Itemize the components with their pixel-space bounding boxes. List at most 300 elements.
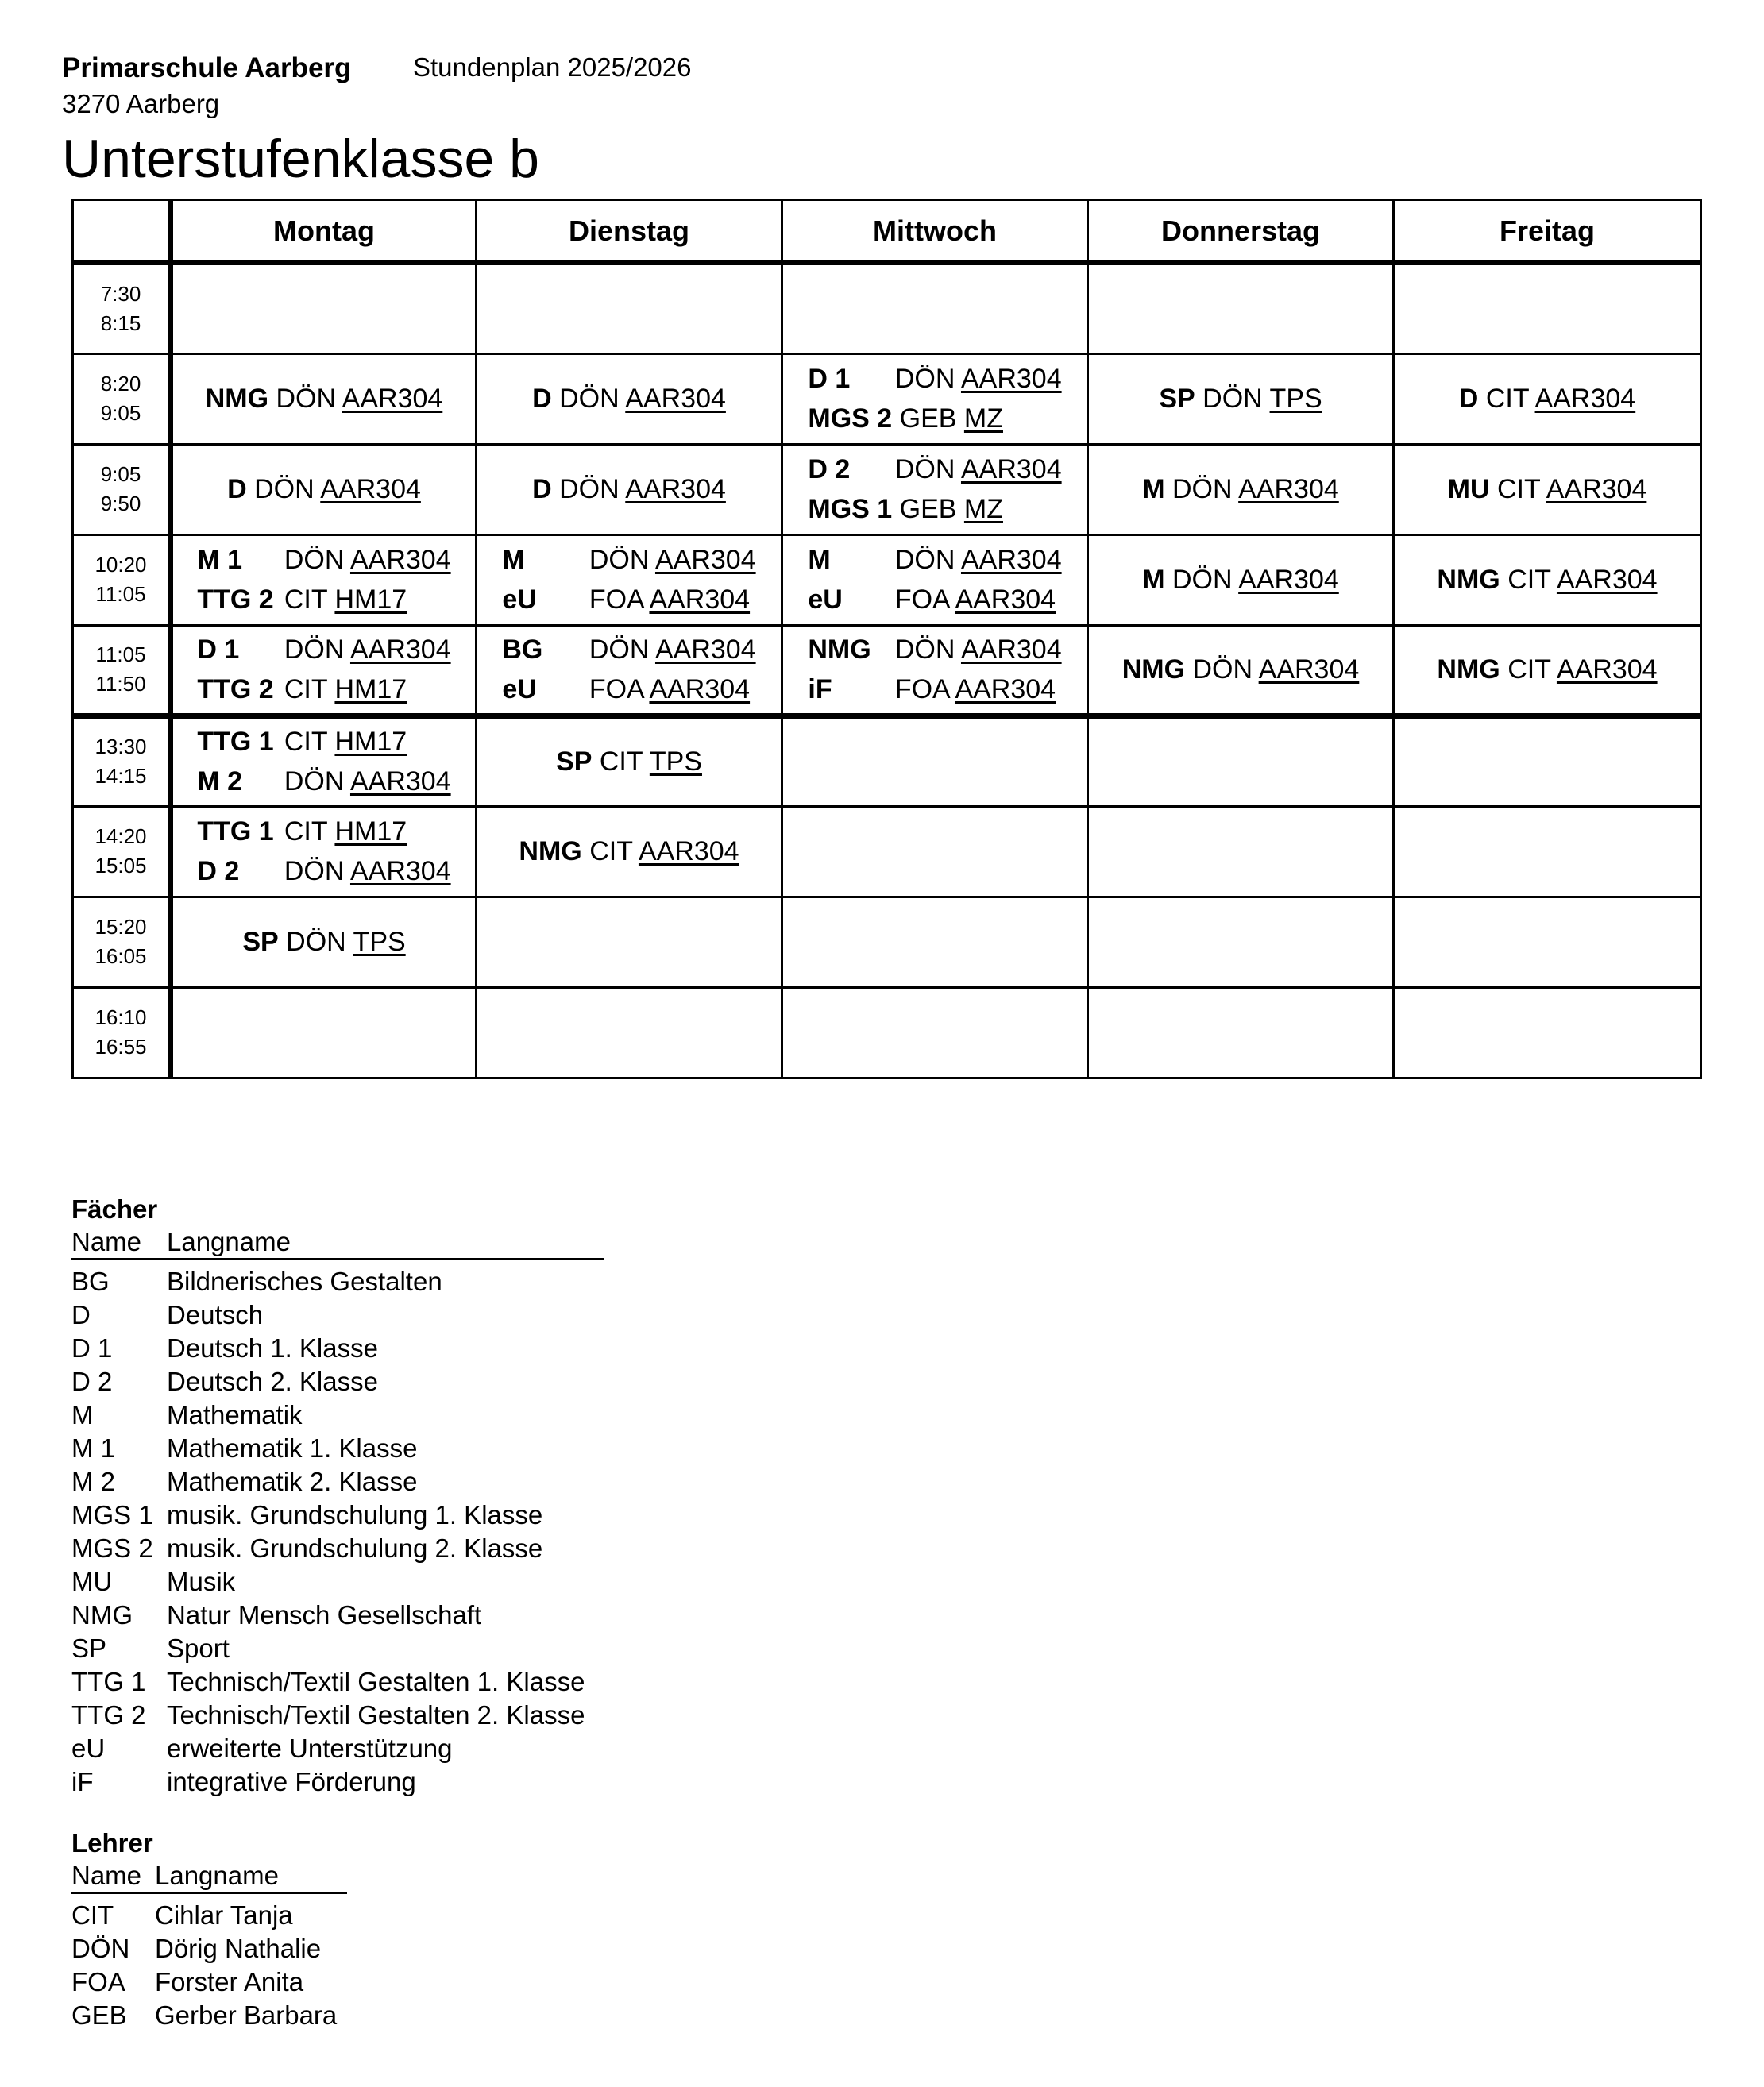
lesson-room: HM17 [334,674,407,704]
lesson-room: AAR304 [342,384,443,414]
legend-code: MU [71,1567,113,1596]
lesson-cell [782,897,1088,987]
lesson-cell [171,716,477,806]
legend-row [71,1532,604,1565]
time-end: 8:15 [100,311,141,335]
lesson-subject: D 2 [197,856,240,886]
time-start: 10:20 [95,553,147,577]
lesson-cell [171,263,477,353]
lesson-entry [1142,560,1339,600]
legend-longname: integrative Förderung [167,1767,416,1796]
time-cell [73,806,171,897]
lesson-room: AAR304 [654,545,756,575]
lesson-block [242,922,405,962]
lesson-teacher: CIT [284,584,327,615]
lesson-subject: NMG [519,836,582,866]
lesson-subject: SP [1159,384,1195,414]
lesson-entry [1159,379,1322,419]
lesson-subject: NMG [1437,654,1500,685]
lesson-block [1437,650,1657,689]
lesson-teacher: DÖN [1172,474,1233,504]
lesson-subject: SP [242,927,279,957]
lesson-entry [502,540,755,580]
lesson-room: MZ [963,403,1003,434]
teachers-legend-header [71,1860,347,1894]
lesson-room: AAR304 [955,584,1056,615]
time-cell [73,444,171,534]
lesson-block [1122,650,1360,689]
lesson-room: HM17 [334,584,407,615]
lesson-room: AAR304 [960,635,1062,665]
lesson-teacher: DÖN [559,384,620,414]
lesson-entry [197,762,450,801]
day-header: Freitag [1394,200,1701,264]
lesson-cell [477,625,782,716]
timetable-row [73,353,1701,444]
lesson-entry [1437,560,1657,600]
lesson-subject: eU [808,584,843,615]
legend-code: MGS 1 [71,1500,153,1530]
lesson-block [197,812,450,891]
lesson-teacher: DÖN [284,635,345,665]
lesson-teacher: DÖN [1192,654,1253,685]
lesson-cell [782,987,1088,1078]
lesson-teacher: DÖN [284,766,345,797]
lesson-subject: NMG [1437,565,1500,595]
lesson-cell [171,534,477,625]
lesson-room: AAR304 [955,674,1056,704]
lesson-teacher: DÖN [254,474,315,504]
legend-code: CIT [71,1900,114,1930]
lesson-room: AAR304 [1556,565,1658,595]
lesson-entry [197,540,450,580]
lesson-subject: M [1142,565,1165,595]
lesson-room: AAR304 [1534,384,1636,414]
lesson-subject: TTG 2 [197,584,274,615]
lesson-cell [782,444,1088,534]
lesson-cell [171,625,477,716]
lesson-block [808,359,1061,438]
lesson-entry [242,922,405,962]
lesson-cell [1088,353,1394,444]
lesson-block [1159,379,1322,419]
lesson-entry [197,851,450,891]
time-start: 14:20 [95,824,147,848]
timetable-body [73,263,1701,1078]
lesson-entry [502,580,755,619]
lesson-entry [502,669,755,709]
lesson-cell [1088,625,1394,716]
legend-longname: Mathematik 2. Klasse [167,1467,418,1496]
lesson-cell [782,806,1088,897]
lesson-entry [197,630,450,669]
timetable [71,199,1702,1079]
lesson-cell [782,263,1088,353]
lesson-teacher: CIT [589,836,633,866]
time-cell [73,263,171,353]
lesson-room: AAR304 [960,364,1062,394]
lesson-cell [1088,534,1394,625]
time-cell [73,716,171,806]
legend-code: TTG 2 [71,1700,146,1730]
legend-row [71,1899,347,1932]
legend-row [71,1265,604,1298]
timetable-row [73,716,1701,806]
lesson-room: AAR304 [1238,565,1339,595]
lesson-cell [171,444,477,534]
lesson-room: AAR304 [649,584,751,615]
lesson-subject: eU [502,674,537,704]
time-cell [73,353,171,444]
lesson-teacher: FOA [589,674,643,704]
subjects-legend [71,1193,604,1799]
time-cell [73,534,171,625]
lesson-cell [1394,987,1701,1078]
legend-row [71,1632,604,1665]
lesson-block [502,630,755,709]
lesson-subject: M 1 [197,545,243,575]
legend-row [71,1298,604,1332]
lesson-subject: TTG 1 [197,816,274,847]
lesson-teacher: FOA [894,674,949,704]
lesson-teacher: DÖN [284,856,345,886]
lesson-entry [227,469,421,509]
legend-longname: Forster Anita [155,1967,304,1996]
legend-row [71,1599,604,1632]
legend-longname: Mathematik [167,1400,303,1429]
lesson-room: AAR304 [1238,474,1339,504]
lesson-room: AAR304 [1556,654,1658,685]
time-end: 9:05 [100,401,141,425]
time-end: 16:55 [95,1035,147,1059]
legend-longname: Deutsch 2. Klasse [167,1367,378,1396]
lesson-teacher: DÖN [1202,384,1263,414]
lesson-block [1448,469,1647,509]
legend-longname: Bildnerisches Gestalten [167,1267,442,1296]
lesson-cell [477,444,782,534]
legend-code: MGS 2 [71,1533,153,1563]
legend-row [71,1699,604,1732]
lesson-entry [1459,379,1635,419]
lesson-block [1459,379,1635,419]
lesson-teacher: DÖN [589,635,650,665]
day-header: Montag [171,200,477,264]
lesson-block [808,630,1061,709]
lesson-block [502,540,755,619]
time-start: 8:20 [100,372,141,395]
legend-code: NMG [71,1600,133,1630]
lesson-subject: D [532,474,552,504]
lesson-entry [1142,469,1339,509]
lesson-entry [206,379,443,419]
lesson-subject: SP [556,746,593,777]
lesson-room: AAR304 [960,545,1062,575]
lesson-room: AAR304 [1546,474,1647,504]
lesson-block [227,469,421,509]
lesson-entry [197,722,450,762]
lesson-teacher: DÖN [286,927,346,957]
legend-row [71,1398,604,1432]
timetable-row [73,625,1701,716]
lesson-teacher: CIT [1496,474,1541,504]
lesson-teacher: CIT [1507,565,1551,595]
time-cell [73,897,171,987]
legend-code: D [71,1300,91,1329]
lesson-subject: D [1458,384,1479,414]
lesson-room: AAR304 [349,545,451,575]
lesson-entry [197,580,450,619]
lesson-entry [519,831,739,871]
legend-row [71,1965,347,1999]
lesson-room: AAR304 [625,384,726,414]
legend-longname: Musik [167,1567,236,1596]
lesson-block [808,540,1061,619]
legend-longname: Gerber Barbara [155,2000,338,2030]
lesson-cell [1394,534,1701,625]
time-cell [73,625,171,716]
timetable-row [73,444,1701,534]
lesson-block [206,379,443,419]
lesson-teacher: FOA [589,584,643,615]
lesson-cell [171,806,477,897]
time-start: 13:30 [95,735,147,758]
lesson-room: TPS [649,746,702,777]
lesson-room: AAR304 [649,674,751,704]
timetable-row [73,534,1701,625]
lesson-cell [1088,987,1394,1078]
time-start: 16:10 [95,1005,147,1029]
lesson-room: AAR304 [349,766,451,797]
lesson-teacher: DÖN [894,454,955,484]
lesson-entry [197,812,450,851]
lesson-room: AAR304 [625,474,726,504]
subjects-legend-title: Fächer [71,1194,158,1224]
legend-code: TTG 1 [71,1667,146,1696]
teachers-legend [71,1827,347,2032]
legend-code: M [71,1400,94,1429]
lesson-cell [477,716,782,806]
time-end: 11:05 [95,582,146,606]
legend-row [71,1432,604,1465]
lesson-entry [502,630,755,669]
lesson-subject: TTG 2 [197,674,274,704]
lesson-cell [477,897,782,987]
legend-code: eU [71,1734,106,1763]
plan-title: Stundenplan 2025/2026 [413,52,692,82]
lesson-block [197,630,450,709]
lesson-cell [1088,263,1394,353]
legend-longname: erweiterte Unterstützung [167,1734,453,1763]
lesson-subject: iF [808,674,832,704]
lesson-block [556,742,702,781]
lesson-subject: M 2 [197,766,243,797]
lesson-teacher: GEB [899,494,957,524]
lesson-cell [1088,806,1394,897]
legend-row [71,1565,604,1599]
lesson-teacher: CIT [1485,384,1529,414]
lesson-teacher: DÖN [894,364,955,394]
lesson-cell [1394,263,1701,353]
legend-row [71,1332,604,1365]
legend-longname: Technisch/Textil Gestalten 1. Klasse [167,1667,585,1696]
lesson-block [532,379,726,419]
legend-longname: Dörig Nathalie [155,1934,322,1963]
lesson-teacher: CIT [1507,654,1551,685]
lesson-cell [782,625,1088,716]
teachers-legend-title: Lehrer [71,1828,153,1857]
legend-longname: Deutsch [167,1300,264,1329]
time-cell [73,987,171,1078]
lesson-teacher: CIT [599,746,643,777]
lesson-teacher: DÖN [894,545,955,575]
lesson-room: AAR304 [1258,654,1360,685]
lesson-entry [808,449,1061,489]
lesson-subject: D 2 [808,454,851,484]
lesson-subject: D 1 [197,635,240,665]
lesson-cell [171,987,477,1078]
legend-code: FOA [71,1967,125,1996]
lesson-cell [1088,444,1394,534]
legend-col-name: Name [71,1227,142,1256]
lesson-entry [808,359,1061,399]
lesson-entry [808,540,1061,580]
lesson-subject: M [1142,474,1165,504]
lesson-entry [1437,650,1657,689]
legend-longname: Deutsch 1. Klasse [167,1333,378,1363]
lesson-entry [1122,650,1360,689]
legend-code: M 2 [71,1467,116,1496]
legend-col-name: Name [71,1861,142,1890]
time-end: 15:05 [95,854,147,878]
time-end: 14:15 [95,764,147,788]
time-end: 9:50 [100,492,141,515]
legend-longname: musik. Grundschulung 1. Klasse [167,1500,543,1530]
lesson-subject: NMG [205,384,269,414]
legend-longname: Technisch/Textil Gestalten 2. Klasse [167,1700,585,1730]
timetable-row [73,897,1701,987]
lesson-entry [808,399,1061,438]
lesson-entry [808,489,1061,529]
lesson-subject: TTG 1 [197,727,274,757]
class-title: Unterstufenklasse b [62,129,539,189]
lesson-room: AAR304 [349,635,451,665]
lesson-subject: D 1 [808,364,851,394]
lesson-teacher: CIT [284,816,327,847]
legend-row [71,1465,604,1499]
timetable-row [73,806,1701,897]
legend-longname: Sport [167,1634,230,1663]
legend-longname: Natur Mensch Gesellschaft [167,1600,482,1630]
legend-code: M 1 [71,1433,116,1463]
lesson-room: AAR304 [654,635,756,665]
lesson-room: MZ [963,494,1003,524]
legend-row [71,1665,604,1699]
lesson-cell [171,897,477,987]
lesson-room: AAR304 [960,454,1062,484]
legend-code: SP [71,1634,107,1663]
lesson-cell [1394,716,1701,806]
lesson-subject: MGS 1 [808,494,893,524]
lesson-teacher: DÖN [559,474,620,504]
school-place: 3270 Aarberg [62,89,220,118]
legend-row [71,1732,604,1765]
time-end: 11:50 [95,672,146,696]
lesson-subject: MU [1447,474,1490,504]
lesson-block [532,469,726,509]
lesson-subject: D [532,384,552,414]
lesson-cell [1394,806,1701,897]
lesson-teacher: DÖN [276,384,337,414]
legend-row [71,1499,604,1532]
lesson-block [808,449,1061,529]
time-start: 7:30 [100,281,141,306]
lesson-block [1142,469,1339,509]
lesson-cell [1394,625,1701,716]
school-name: Primarschule Aarberg [62,52,352,83]
time-start: 9:05 [100,462,141,486]
legend-code: D 2 [71,1367,113,1396]
time-header-cell [73,200,171,264]
legend-longname: Mathematik 1. Klasse [167,1433,418,1463]
subjects-legend-header [71,1226,604,1260]
lesson-cell [477,263,782,353]
lesson-entry [197,669,450,709]
lesson-subject: BG [502,635,543,665]
lesson-subject: M [808,545,831,575]
lesson-block [1437,560,1657,600]
legend-longname: Cihlar Tanja [155,1900,293,1930]
day-header: Donnerstag [1088,200,1394,264]
lesson-cell [477,806,782,897]
lesson-cell [477,534,782,625]
lesson-teacher: GEB [899,403,957,434]
lesson-teacher: DÖN [284,545,345,575]
lesson-cell [1394,897,1701,987]
day-header: Dienstag [477,200,782,264]
lesson-teacher: DÖN [589,545,650,575]
lesson-entry [556,742,702,781]
lesson-cell [1088,897,1394,987]
lesson-subject: NMG [808,635,871,665]
lesson-subject: NMG [1121,654,1186,685]
lesson-room: HM17 [334,816,407,847]
lesson-room: AAR304 [638,836,739,866]
timetable-header-row [73,200,1701,264]
day-header: Mittwoch [782,200,1088,264]
lesson-room: AAR304 [349,856,451,886]
lesson-entry [808,669,1061,709]
legend-row [71,1365,604,1398]
legend-code: D 1 [71,1333,113,1363]
lesson-room: TPS [1269,384,1322,414]
legend-longname: musik. Grundschulung 2. Klasse [167,1533,543,1563]
lesson-cell [782,353,1088,444]
lesson-subject: M [502,545,525,575]
lesson-cell [1088,716,1394,806]
legend-col-longname: Langname [155,1861,279,1890]
time-start: 11:05 [95,642,146,666]
legend-row [71,1999,347,2032]
lesson-entry [808,630,1061,669]
lesson-entry [532,379,726,419]
lesson-block [519,831,739,871]
lesson-block [197,722,450,801]
legend-code: DÖN [71,1934,130,1963]
timetable-row [73,987,1701,1078]
legend-col-longname: Langname [167,1227,291,1256]
lesson-room: HM17 [334,727,407,757]
lesson-teacher: CIT [284,727,327,757]
